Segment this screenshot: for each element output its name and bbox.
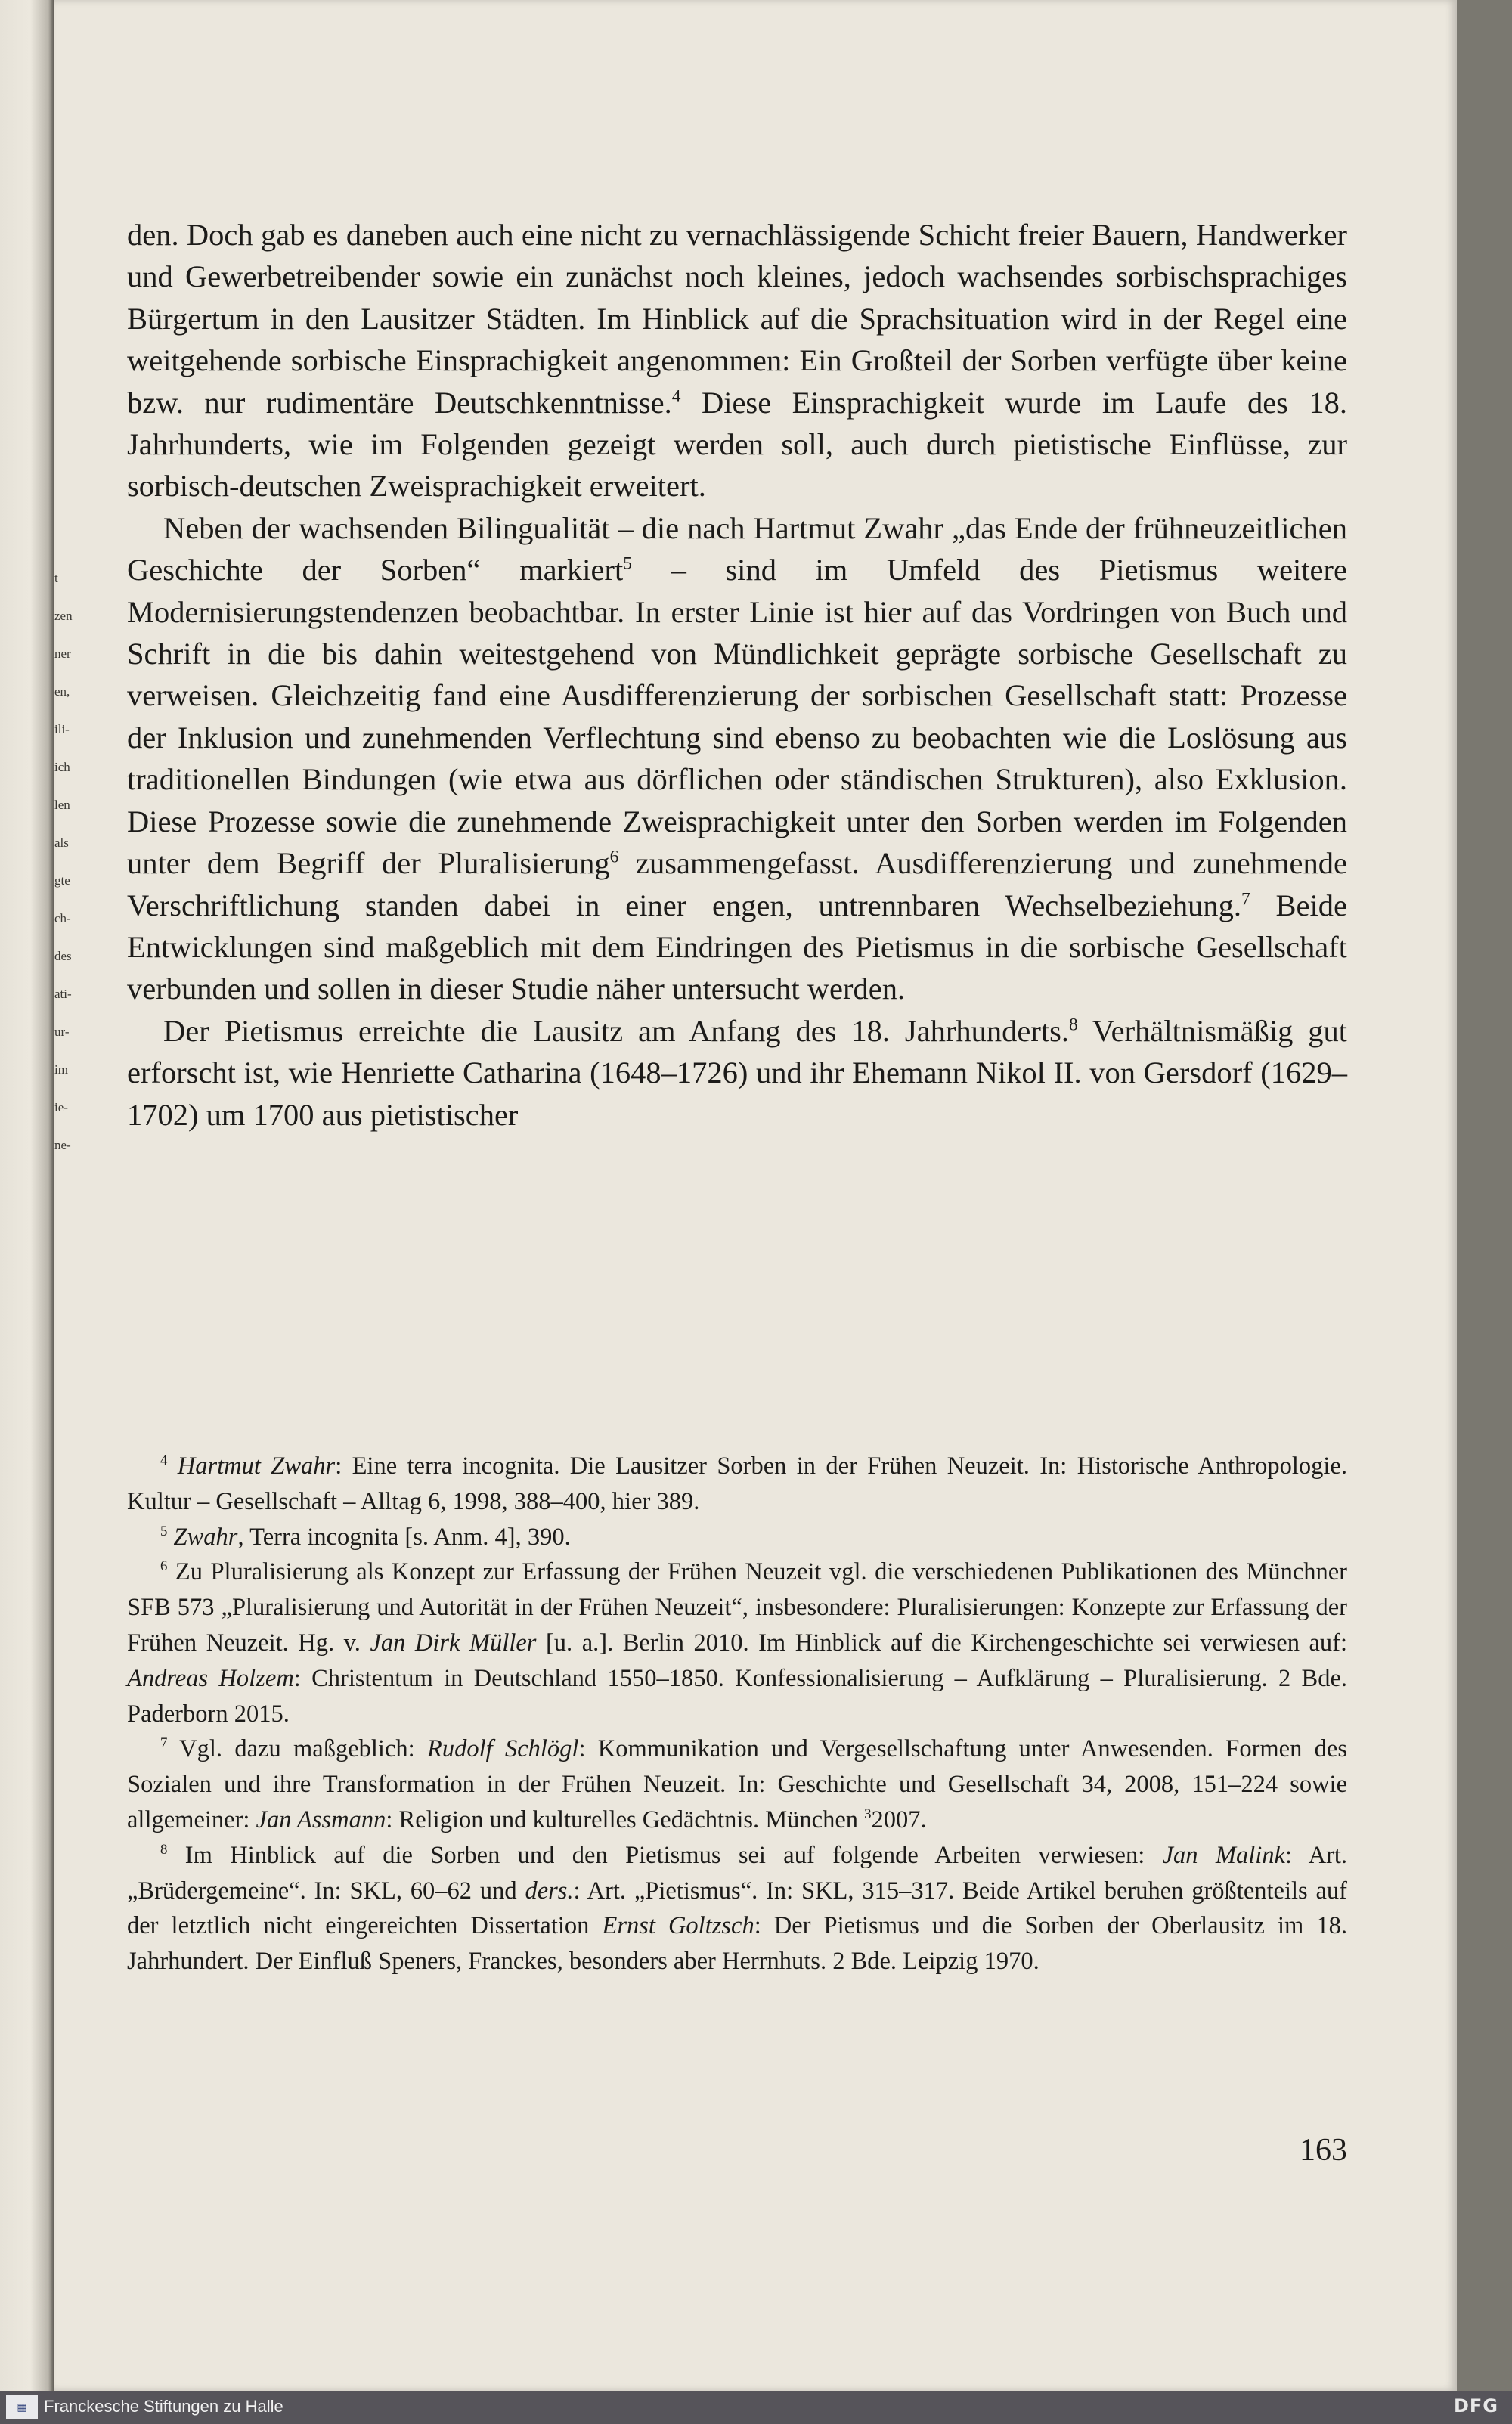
- footnote-number: 7: [160, 1735, 168, 1752]
- author-name: Ernst Goltzsch: [602, 1912, 754, 1940]
- text-run: Zu Pluralisierung als Konzept zur Erfassung der Frühen Neuzeit vgl. die verschiedenen Publikationen des Münchner SFB 573 „Pluralisierung und Autorität in der Frühen Neuzeit“, insbesondere: Pluralisierungen: Konzepte zur Erfassung der Frühen Neuzeit. Hg. v.: [127, 1558, 1348, 1657]
- gutter-fragment: len: [54, 798, 70, 812]
- gutter-fragment: en,: [54, 684, 70, 699]
- institution-label: Franckesche Stiftungen zu Halle: [44, 2397, 284, 2416]
- gutter-fragment: ne-: [54, 1138, 71, 1152]
- footnote-number: 5: [160, 1523, 168, 1539]
- gutter-fragment: des: [54, 949, 72, 963]
- body-paragraph: [127, 507, 1347, 1010]
- footnote: [127, 1449, 1347, 1520]
- text-run: : Christentum in Deutschland 1550–1850. Konfessionalisierung – Aufklärung – Pluralisierung. 2 Bde. Paderborn 2015.: [127, 1664, 1347, 1728]
- body-paragraph: [127, 1010, 1347, 1136]
- text-run: : Eine terra incognita. Die Lausitzer Sorben in der Frühen Neuzeit. In: Historische Anthropologie. Kultur – Gesellschaft – Alltag 6, 1998, 388–400, hier 389.: [127, 1452, 1347, 1515]
- author-name: ders.: [525, 1877, 574, 1905]
- text-run: Beide Entwicklungen sind maßgeblich mit dem Eindringen des Pietismus in die sorbische Gesellschaft verbunden und sollen in dieser Studie näher untersucht werden.: [127, 888, 1348, 1006]
- footnote: [127, 1520, 1347, 1555]
- text-run: Neben der wachsenden Bilingualität – die nach Hartmut Zwahr „das Ende der frühneuzeitlichen Geschichte der Sorben“ markiert: [127, 510, 1347, 587]
- footnote-ref: 3: [864, 1806, 872, 1823]
- footnote-ref: 6: [609, 847, 619, 867]
- gutter-fragment: im: [54, 1062, 68, 1077]
- gutter-fragment: t: [54, 571, 58, 585]
- text-run: 2007.: [871, 1806, 927, 1833]
- text-run: : Art. „Brüdergemeine“. In: SKL, 60–62 und: [127, 1841, 1348, 1905]
- page-number: 163: [1300, 2133, 1347, 2168]
- author-name: Rudolf Schlögl: [426, 1735, 579, 1763]
- author-name: Zwahr: [173, 1523, 238, 1551]
- text-run: den. Doch gab es daneben auch eine nicht zu vernachlässigende Schicht freier Bauern, Handwerker und Gewerbetreibender sowie ein zunächst noch kleines, jedoch wachsendes sorbischsprachiges Bürgertum in den Lausitzer Städten. Im Hinblick auf die Sprachsituation wird in der Regel eine weitgehende sorbische Einsprachigkeit angenommen: Ein Großteil der Sorben verfügte über keine bzw. nur rudimentäre Deutschkenntnisse.: [127, 218, 1347, 420]
- text-run: : Religion und kulturelles Gedächtnis. München: [386, 1806, 865, 1833]
- footnote-ref: 5: [623, 553, 633, 574]
- text-run: : Art. „Pietismus“. In: SKL, 315–317. Beide Artikel beruhen größtenteils auf der letztlich nicht eingereichten Dissertation: [127, 1877, 1347, 1940]
- footnotes: [127, 1449, 1347, 1979]
- text-run: Vgl. dazu maßgeblich:: [179, 1735, 427, 1763]
- gutter-fragment: ati-: [54, 987, 72, 1001]
- author-name: Jan Assmann: [256, 1806, 386, 1833]
- institution-logo-icon: ▦: [6, 2395, 38, 2419]
- scan-book-edge: [0, 0, 54, 2424]
- footnote-ref: 4: [671, 386, 681, 407]
- facing-page-gutter-text: [54, 560, 76, 1164]
- footnote: [127, 1731, 1347, 1837]
- text-run: [u. a.]. Berlin 2010. Im Hinblick auf die Kirchengeschichte sei verwiesen auf:: [536, 1629, 1347, 1657]
- gutter-fragment: ich: [54, 760, 70, 774]
- gutter-fragment: ur-: [54, 1024, 70, 1039]
- gutter-fragment: ch-: [54, 911, 71, 925]
- text-run: : Kommunikation und Vergesellschaftung unter Anwesenden. Formen des Sozialen und ihre Transformation in der Frühen Neuzeit. In: Geschichte und Gesellschaft 34, 2008, 151–224 sowie allgemeiner:: [127, 1735, 1347, 1833]
- dfg-logo: DFG: [1453, 2395, 1498, 2416]
- text-run: Im Hinblick auf die Sorben und den Pietismus sei auf folgende Arbeiten verwiesen:: [184, 1841, 1163, 1869]
- text-run: : Der Pietismus und die Sorben der Oberlausitz im 18. Jahrhundert. Der Einfluß Speners, Franckes, besonders aber Herrnhuts. 2 Bde. Leipzig 1970.: [127, 1912, 1348, 1976]
- gutter-fragment: zen: [54, 609, 73, 623]
- author-name: Jan Malink: [1162, 1841, 1285, 1869]
- author-name: Andreas Holzem: [127, 1664, 294, 1692]
- footnote-number: 4: [160, 1452, 168, 1469]
- gutter-fragment: ili-: [54, 722, 70, 736]
- author-name: Hartmut Zwahr: [177, 1452, 336, 1480]
- text-run: zusammengefasst. Ausdifferenzierung und zunehmende Verschriftlichung standen dabei in einer engen, untrennbaren Wechselbeziehung.: [127, 846, 1347, 922]
- gutter-fragment: ie-: [54, 1100, 68, 1114]
- text-run: , Terra incognita [s. Anm. 4], 390.: [237, 1523, 571, 1551]
- footnote-ref: 7: [1241, 889, 1250, 909]
- gutter-fragment: als: [54, 835, 69, 850]
- gutter-fragment: gte: [54, 873, 70, 888]
- author-name: Jan Dirk Müller: [370, 1629, 537, 1657]
- gutter-fragment: ner: [54, 646, 71, 661]
- main-text: [127, 214, 1347, 1136]
- body-paragraph: [127, 214, 1347, 507]
- text-run: Verhältnismäßig gut erforscht ist, wie Henriette Catharina (1648–1726) und ihr Ehemann Nikol II. von Gersdorf (1629–1702) um 1700 aus pietistischer: [127, 1013, 1348, 1132]
- text-run: Der Pietismus erreichte die Lausitz am Anfang des 18. Jahrhunderts.: [163, 1013, 1069, 1048]
- footnote-ref: 8: [1069, 1015, 1078, 1035]
- footnote: [127, 1555, 1347, 1731]
- footnote-number: 8: [160, 1841, 168, 1858]
- footnote-number: 6: [160, 1558, 168, 1575]
- text-run: – sind im Umfeld des Pietismus weitere Modernisierungstendenzen beobachtbar. In erster Linie ist hier auf das Vordringen von Buch und Schrift in die bis dahin weitestgehend von Mündlichkeit geprägte sorbische Gesellschaft zu verweisen. Gleichzeitig fand eine Ausdifferenzierung der sorbischen Gesellschaft statt: Prozesse der Inklusion und zunehmenden Verflechtung sind ebenso zu beobachten wie die Loslösung aus traditionellen Bindungen (wie etwa aus dörflichen oder ständischen Strukturen), also Exklusion. Diese Prozesse sowie die zunehmende Zweisprachigkeit unter den Sorben werden im Folgenden unter dem Begriff der Pluralisierung: [127, 553, 1347, 881]
- book-page: [54, 0, 1457, 2391]
- footnote: [127, 1838, 1347, 1979]
- text-run: Diese Einsprachigkeit wurde im Laufe des 18. Jahrhunderts, wie im Folgenden gezeigt werden soll, auch durch pietistische Einflüsse, zur sorbisch-deutschen Zweisprachigkeit erweitert.: [127, 385, 1348, 504]
